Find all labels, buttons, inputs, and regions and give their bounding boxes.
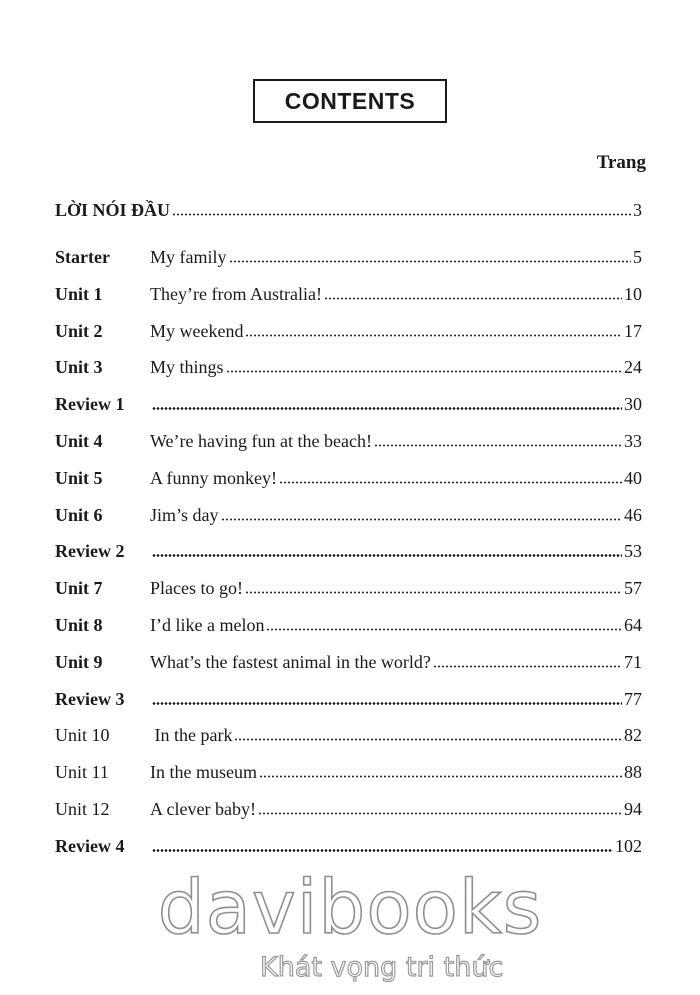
- toc-row: [55, 321, 642, 347]
- dot-leader: [234, 738, 622, 741]
- toc-unit-label: Unit 8: [55, 615, 103, 635]
- page-column-header: Trang: [596, 152, 646, 173]
- dot-leader: [152, 407, 622, 410]
- toc-unit-label: Unit 11: [55, 762, 109, 783]
- dot-leader: [152, 554, 622, 557]
- toc-page-number: 30: [624, 394, 642, 415]
- toc-row: [55, 247, 642, 273]
- toc-unit-title: What’s the fastest animal in the world?: [150, 651, 431, 672]
- watermark-logo: [0, 865, 700, 951]
- dot-leader: [152, 702, 622, 705]
- toc-unit-label: Unit 7: [55, 578, 103, 599]
- toc-row-preface: [55, 200, 642, 226]
- toc-page-number: 40: [624, 467, 642, 488]
- toc-row: [55, 689, 642, 715]
- toc-row: [55, 357, 642, 383]
- dot-leader: [433, 665, 622, 668]
- toc-unit-label: Review 1: [55, 394, 125, 415]
- dot-leader: [221, 518, 622, 521]
- toc-unit-title: Places to go!: [150, 578, 243, 599]
- toc-row: [55, 505, 642, 531]
- contents-title-box: [253, 79, 447, 123]
- toc-unit-title: I’d like a melon: [150, 615, 265, 635]
- toc-unit-label: Review 4: [55, 835, 125, 856]
- toc-row: [55, 578, 642, 604]
- dot-leader: [172, 213, 631, 216]
- toc-page-number: 53: [624, 541, 642, 562]
- dot-leader: [259, 775, 622, 778]
- toc-unit-label: Unit 1: [55, 283, 103, 304]
- toc-page-number: 57: [624, 578, 642, 599]
- dot-leader: [245, 591, 622, 594]
- toc-unit-title: We’re having fun at the beach!: [150, 431, 372, 451]
- dot-leader: [229, 260, 632, 263]
- toc-row: [55, 799, 642, 825]
- toc-page-number: 3: [633, 200, 642, 220]
- toc-page-number: 10: [624, 283, 642, 304]
- toc-row: [55, 836, 642, 862]
- toc-unit-label: Starter: [55, 247, 110, 267]
- toc-page-number: 33: [624, 431, 642, 451]
- watermark-tagline: Khát vọng tri thức: [260, 952, 504, 983]
- toc-unit-label: Unit 2: [55, 320, 103, 341]
- dot-leader: [245, 334, 622, 337]
- dot-leader: [279, 481, 622, 484]
- toc-unit-title: My weekend: [150, 320, 244, 341]
- toc-unit-title: My things: [150, 357, 224, 378]
- toc-unit-title: In the museum: [150, 762, 257, 783]
- toc-unit-label: Unit 5: [55, 467, 103, 488]
- dot-leader: [266, 628, 622, 631]
- toc-unit-label: Unit 4: [55, 431, 103, 451]
- toc-unit-label: Review 2: [55, 541, 125, 562]
- toc-unit-label: Unit 6: [55, 504, 103, 525]
- dot-leader: [152, 849, 613, 852]
- toc-row: [55, 762, 642, 788]
- toc-page-number: 24: [624, 357, 642, 378]
- toc-unit-title: My family: [150, 247, 227, 267]
- toc-unit-title: A clever baby!: [150, 799, 256, 819]
- toc-row: [55, 652, 642, 678]
- watermark-brand: davibooks: [157, 865, 543, 951]
- dot-leader: [226, 370, 622, 373]
- page-title: CONTENTS: [284, 87, 416, 114]
- toc-row: [55, 468, 642, 494]
- toc-unit-title: They’re from Australia!: [150, 283, 322, 304]
- toc-page-number: 46: [624, 504, 642, 525]
- toc-page-number: 77: [624, 688, 642, 709]
- toc-row: [55, 394, 642, 420]
- toc-row: [55, 541, 642, 567]
- toc-page-number: 17: [624, 320, 642, 341]
- toc-row: [55, 725, 642, 751]
- toc-unit-title: A funny monkey!: [150, 467, 277, 488]
- toc-unit-label: Unit 9: [55, 651, 103, 672]
- dot-leader: [374, 444, 622, 447]
- toc-unit-title: In the park: [150, 725, 233, 746]
- toc-row: [55, 431, 642, 457]
- toc-page-number: 82: [624, 725, 642, 746]
- toc-unit-label: Unit 3: [55, 357, 103, 378]
- toc-page-number: 5: [633, 247, 642, 267]
- toc-preface-label: LỜI NÓI ĐẦU: [55, 200, 171, 220]
- toc-page-number: 71: [624, 651, 642, 672]
- toc-unit-label: Unit 10: [55, 725, 110, 746]
- dot-leader: [258, 812, 622, 815]
- dot-leader: [324, 297, 622, 300]
- toc-page-number: 102: [615, 835, 642, 856]
- toc-row: [55, 284, 642, 310]
- toc-page-number: 94: [624, 799, 642, 819]
- toc-unit-label: Unit 12: [55, 799, 110, 819]
- toc-row: [55, 615, 642, 641]
- toc-unit-label: Review 3: [55, 688, 125, 709]
- toc-page-number: 88: [624, 762, 642, 783]
- toc-unit-title: Jim’s day: [150, 504, 219, 525]
- toc-page-number: 64: [624, 615, 642, 635]
